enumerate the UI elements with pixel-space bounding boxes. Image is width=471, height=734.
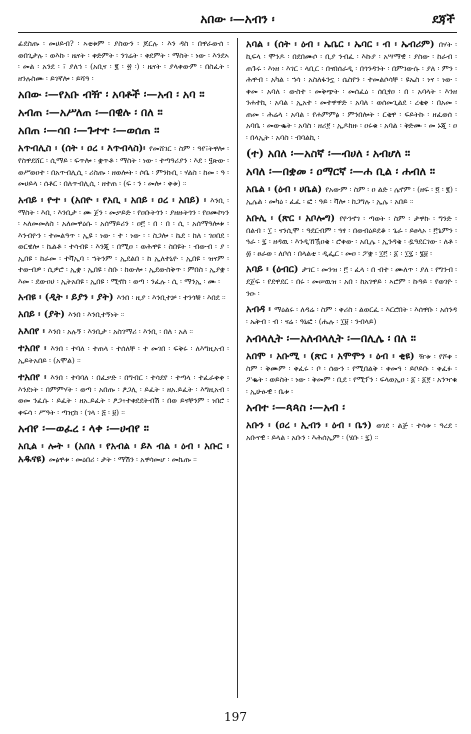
dictionary-entry <box>18 325 229 338</box>
entry-definition: እንቢ ፡ ማስት ፡ እቢ ፡ እንቢታ ፡ ሙ ጀን ፡ መቃይድ ፡ የዐቡትጎን ፡ ያዘዙትጎን ፡ የዐሙኮነን ፡ ኣለመመለስ ፡ አለመዋዕሱ ፡ አሰማይሪን ፡ ዐ፫ ፡ በ ፡ በ ፡ ሲ ፡ አሰማዓሎቱ ፡ እንብዮን ፡ ተመልዓጥ ፡ ኢዩ ፡ ነው ፡ ተ ፡ ነው ፡ ፡ ስጋሎ ፡ ኬደ ፡ ከለ ፡ ገዐበደ ፡ ወርዌሎ ፡ ኬልቶ ፡ ተሳብዩ ፡ እንጂ ፡ በሚዐ ፡ ወሕዋዩ ፡ ስበዩት ፡ ብውብ ፡ ያ ፡ ኢበዩ ፡ ከራመ ፡ ተቫኢባ ፡ ኀትንም ፡ ኢደልበ ፡ ከ ኢለተኒዮ ፡ ኢበዩ ፡ ዝናም ፡ ተውብዎ ፡ ሲዎሮ ፡ ኢቋ ፡ ኢበዩ ፡ ስቡ ፡ ከውሎ ፡ ኢደውስቅጥ ፡ ምበስ ፡ ኢያቋ ፡ እመ ፡ ደውዐሀ ፡ ኢትአበዩ ፡ ኢበዩ ፡ ሚኖስ ፡ ወጣ ፡ ንፈሉ ፡ ሲ ፡ ማንኢ ፡ ሙ ፡ <box>18 195 229 286</box>
entry-definition: እንበ ፡ ዚያ ፡ እንቢተቻ ፡ ተንጎቹ ፡ እበደ ። <box>116 293 226 302</box>
dictionary-entry <box>18 308 229 321</box>
entry-headword: አብጠ ፡—አሥለጠ ፡—በዊሉ ፡ በለ ። <box>18 106 163 119</box>
entry-headword: አቢል ፡ ሎት ፡ (አበለ ፡ የአብል ፡ ይእ ብል ፡ ዕብ ፡ አቡር ፡ አዱናዩ) <box>18 441 229 465</box>
entry-headword: አብዩ ፡ (ዲት ፡ ይያን ፡ ያት) <box>18 292 117 303</box>
dictionary-entry <box>18 422 229 436</box>
entry-headword: ተአበየ ፡ <box>18 371 51 383</box>
dictionary-entry <box>246 350 457 398</box>
entry-definition: ማዕልሩ ፡ ለዳሬ ፡ ስም ፡ ቀሪስ ፡ ልወርፈ ፡ እርሮበት ፡ እሰዋቡ ፡ አሰንዳ ፡ ኤቅብ ፡ ብ ፡ ናሬ ፡ ዓኒፎ ፡ (ሔሉ ፡ ፲፱ ፡ ንብላይ) <box>246 305 457 326</box>
dictionary-entry <box>18 342 229 367</box>
entry-definition: የመሸገር ፡ ስም ፡ ዓየ፣ትዋሎ ፡ የስዋደሸር ፡ ሲማይ ፡ ፍጥሎ ፡ ቋጥቶ ፡ ማስት ፡ ነው ፡ ተጣዓሪያን ፡ እደ ፡ ፶ጵው ፡ ወሥወዐተ ፡ በአጥብሊሲ ፡ ሪስጡ ፡ ዘወሎት ፡ ሶቤ ፡ ምንኩቢ ፡ ሃልስ ፡ ከመ ፡ ዓ ፡ መሀይላ ፡ ሰቶር ፡ በለጥብሊሲ ፡ ዘተጠ ፡ (ፍ ፡ ን ፡ መሎ ፡ ቀቱ) ። <box>18 144 229 188</box>
entry-definition: ወገደ ፡ ልጅ ፡ ተሳቱ ፡ ዓረደ ፡ አቡናዊ ፡ ይላል ፡ አቡን ፡ እሕሰኢም ፡ (ሄቡ ፡ ፯) ። <box>246 421 457 442</box>
dictionary-entry <box>18 142 229 190</box>
column-divider <box>237 38 238 698</box>
dictionary-entry <box>246 165 457 179</box>
dictionary-entry <box>246 419 457 444</box>
dictionary-entry <box>246 263 457 299</box>
dictionary-entry <box>246 332 457 346</box>
entry-headword: አቡን ፡ (ዐረ ፡ ኢብን ፡ ዕብ ፡ ቤን) <box>246 420 377 431</box>
entry-headword: አቡሊ ፡ (ጽር ፡ አቦሎግ) <box>246 212 340 224</box>
dictionary-entry <box>246 401 457 415</box>
entry-definition: እንበ ፡ ተባለ ፡ ተጠላ ፡ ተሰለቸ ፡ ተ መገበ ፡ ፍቅሩ ፡ ለእግዚአብ ፡ ኢይትአበይ ፡ (አሞል) ። <box>18 344 229 365</box>
entry-headword: አብይ ፡ ዮተ ፡ (አበዮ ፡ የአቢ ፡ አበይ ፡ ዐረ ፡ አበይ) ፡ <box>18 194 211 206</box>
entry-definition: እንበ ፡ እንቢተኝነት ። <box>68 310 125 319</box>
entry-headword: አእበየ ፡ <box>18 326 49 337</box>
dictionary-entry <box>18 440 229 466</box>
dictionary-entry <box>18 291 229 304</box>
page-header <box>18 10 457 33</box>
running-title: አበው ፡—አብን ፡ <box>200 12 275 26</box>
entry-headword: አባይ ፡ (ዕብር) <box>246 264 302 275</box>
entry-headword: አበው ፡—የአቡ ብዥ ፡ አባቶች ፡—አብ ፡ አባ ። <box>18 88 205 101</box>
entry-headword: ተአበየ ፡ <box>18 343 51 354</box>
entry-headword: አባል ፡ (ሰት ፡ ዕብ ፡ ኤቤር ፡ ኤባር ፡ ብ ፡ ኤብሪም) <box>246 39 439 50</box>
entry-headword: አበይ ፡ (ያት) <box>18 309 69 320</box>
entry-headword: (ተ) አበለ ፡—አስኛ ፡—ብሀለ ፡ አብሆለ ። <box>246 147 411 160</box>
dictionary-entry <box>18 124 229 138</box>
entry-definition: ታገር ፡ መንዝ ፡ ፫ ፡ ፈላ ፡ በ ብተ ፡ ሙለጥ ፡ ያለ ፡ የግንብ ፡ ደጀፍ ፡ የደዋደር ፡ በሩ ፡ መሠዉዝ ፡ አበ ፡ ከአገዋይ ፡ ኣሮም ፡ ኩዓይ ፡ የወገዮ ፡ ንዑ ፡ <box>246 265 457 298</box>
dictionary-entry <box>18 371 229 419</box>
entry-definition: መፅዋቱ ፡ መዕበሪ ፡ ታት ፡ ማሽን ፡ አዋሳመሆ ፡ መኬጡ ። <box>48 455 197 464</box>
entry-definition: ዥቱ ፡ የሾቀ ፡ ስም ፡ ቅሙም ፡ ቀፈሩ ፡ ቦ ፡ ሰውን ፡ የሚበልቅ ፡ ቀመጓ ፡ ይቦይቡ ፡ ቀፈፉ ፡ ፖቈት ፡ ወይስት ፡ ነው ፡ ቅመም ፡ ቢደ ፡ የሚፕን ፡ ፍላወኢዐ ፡ ፩ ፡ ፩፻ ፡ አንዣቁ ፡ ኢሁፁዊ ፡ ቤቱ ፡ <box>246 351 457 396</box>
dictionary-entry <box>246 38 457 143</box>
dictionary-entry <box>246 212 457 260</box>
dictionary-entry <box>246 147 457 161</box>
entry-headword: አብየ ፡—ወፈረ ፡ ላቀ ፡—ሀብየ ። <box>18 422 149 435</box>
entry-headword: አበጠ ፡—ሳበ ፡—ጉተተ ፡—ወሰጠ ። <box>18 124 160 137</box>
entry-headword: አቤል ፡ (ዕብ ፡ ሀቤል) <box>246 184 326 195</box>
entry-definition: ፊደስጡ ፡ መሀይብ? ፡ ኣቲቱም ፡ ያስውን ፡ ጆርሉ ፡ እን ዳስ ፡ በዋራውሰ ፡ ወበጊታሉ ፡ ወእኩ ፡ ዜናት ፡ ቀድምት ፡ ንገሬት ፡ ቀደምት ፡ ማስት ፡ ነው ፡ እንደኣ ፡ መል ፡ አንደ ፡ ፣ ያለኅ ፡ (አቢና ፡ ፪ ፡ ፳ ፡) ፡ ዜናት ፡ ያላቀውም ፡ በስፈት ፡ ዘንሉስሙ ፡ ይገኛሎ ፡ ይሻዓ ፡ <box>18 39 229 83</box>
dictionary-entry <box>246 303 457 328</box>
two-column-body <box>18 38 457 698</box>
entry-headword: አብላሊት ፡—አለብላሊት ፡—በሊሌ ፡ በለ ። <box>246 331 416 345</box>
right-column <box>246 38 457 698</box>
entry-headword: አበሞ ፡ አቡሚ ፡ (ጽር ፡ አሞሞን ፡ ዕብ ፡ ቂዩ) <box>246 350 419 362</box>
entry-definition: በሃት ፡ ኪፍላ ፡ ሞንዶ ፡ በደበሙሶ ፡ ቢያ ንብፈ ፡ እኩያ ፡ አሣማዊ ፡ ያስው ፡ ከራብ ፡ ጠጉሩ ፡ እነዘ ፡ እገር ፡ ላቢር ፡ በናበሰራዲ ፡ በጎንዳንት ፡ በምገውሱ ፡ ያለ ፡ ምን ፡ ሕዋብ ፡ አካል ፡ ኀሳ ፡ አስለፋንኗ ፡ ሴስየን ፡ ተመልሶሳቸ ፡ ዩኤስ ፡ ነና ፡ ነው ፡ ቀመ ፡ አባለ ፡ ውስተ ፡ መቅጭት ፡ መሰፈዕ ፡ ሰቢፃዐ ፡ በ ፡ አባላት ፡ እንዘ ንሐተኪ ፡ አባል ፡ ኢአተ ፡ መተዋዋድ ፡ አባለ ፡ ወሰመጊልደ ፡ ረቂቀ ፡ በአመ ፡ ጠመ ፡ ሕሬላ ፡ አባል ፡ የሐምምፅ ፡ ምንበሎት ፡ ርቂዋ ፡ ፍይትኩ ፡ ዘፈወሰ ፡ አባቤ ፡ መውቈት ፡ አባስ ፡ ዘሪ፻ ፡ ኢዶክዙ ፡ ዐሩቁ ፡ አባል ፡ ቅድሙ ፡ መ ኑጂ ፡ ዐ ፡ በላኢት ፡ አባስ ፡ ብባልኪ ፡ <box>246 40 457 142</box>
left-column <box>18 38 229 698</box>
dictionary-entry <box>246 183 457 208</box>
entry-definition: እንበ ፡ ተባባለ ፡ በፈቃድ ፡ በግብር ፡ ተሳደየ ፡ ተጣላ ፡ ተፈራቀቀ ፡ እንደነት ፡ በምምሃት ፡ ወጣ ፡ አበጡ ፡ ፆጋሊ ፡ ይፈት ፡ ዘአ.ይፈት ፡ እግዚአብ ፡ ወመ ንፈሱ ፡ ይፈት ፡ ዘአ.ይፈት ፡ ፆጋ፥ተቀደደትብሽ ፡ በወ ይናቸንም ፡ ነበሮ ፡ ቀፍሳ ፡ ሥዓት ፡ ጣዢከ ፡ (ገላ ፡ ፭ ፡ ፱) ። <box>18 372 229 417</box>
dictionary-entry <box>18 38 229 84</box>
entry-headword: አባለ ፡—በቋመ ፡ ዐማርኛ ፡—ሐ ቢል ፡ ሐብለ ። <box>246 165 436 178</box>
entry-headword: አጥብሊስ ፡ (ሰት ፡ ዐረ ፡ እጥብላስ)፡ <box>18 143 150 154</box>
dictionary-entry <box>18 88 229 102</box>
page-number: 197 <box>224 710 247 724</box>
entry-definition: የዮንኖገ ፡ ጣወት ፡ ስም ፡ ታዋኩ ፡ ግንድ ፡ በልብ ፡ ፲ ፡ ናንሲሞ ፡ ዓደርብም ፡ ጓፃ ፡ በወብዕይደቆ ፡ ጌራ ፡ ይፀላኦ ፡ ፫ጌምን ፡ ጓራ ፡ ፯ ፡ ዘዳዉ ፡ እንዲኸዃዐቄ ፡ ሮቀው ፡ አቢሌ ፡ ኢንዳቄ ፡ ዷዓደርገው ፡ ለቶ ፡ ፴ ፡ ፀራወ ፡ ለቦሰ ፡ በላልቲ ፡ ዲፌር ፡ መዐ ፡ ፖቋ ፡ ፲፫ ፡ ፩ ፡ ፲፯ ፡ ፮፱ ፡ <box>246 213 457 258</box>
entry-definition: እንበ ፡ አሉኝ ፡ እንቢታ ፡ አስገማሪ ፡ እንቢ ፡ በለ ፡ አለ ። <box>48 327 194 336</box>
entry-definition: የአውም ፡ ስም ፡ ዐ ልድ ፡ ሌኖም ፡ (ዘፍ ፡ ፬ ፡ ፪) ፡ ኢሌል ፡ መካዕ ፡ ፈፈ ፡ ፎ ፡ ዓይ ፡ ቫሎ ፡ ከጋግሉ ፡ ኢሌ ፡ አበይ ። <box>246 185 457 206</box>
dictionary-entry <box>18 194 229 288</box>
dictionary-entry <box>18 106 229 120</box>
entry-headword: አብተ ፡—ጳጳስ ፡—አብ ፡ <box>246 401 345 414</box>
running-right-title: ደጃች <box>432 12 455 26</box>
entry-headword: አብዳ ፡ <box>246 304 275 315</box>
